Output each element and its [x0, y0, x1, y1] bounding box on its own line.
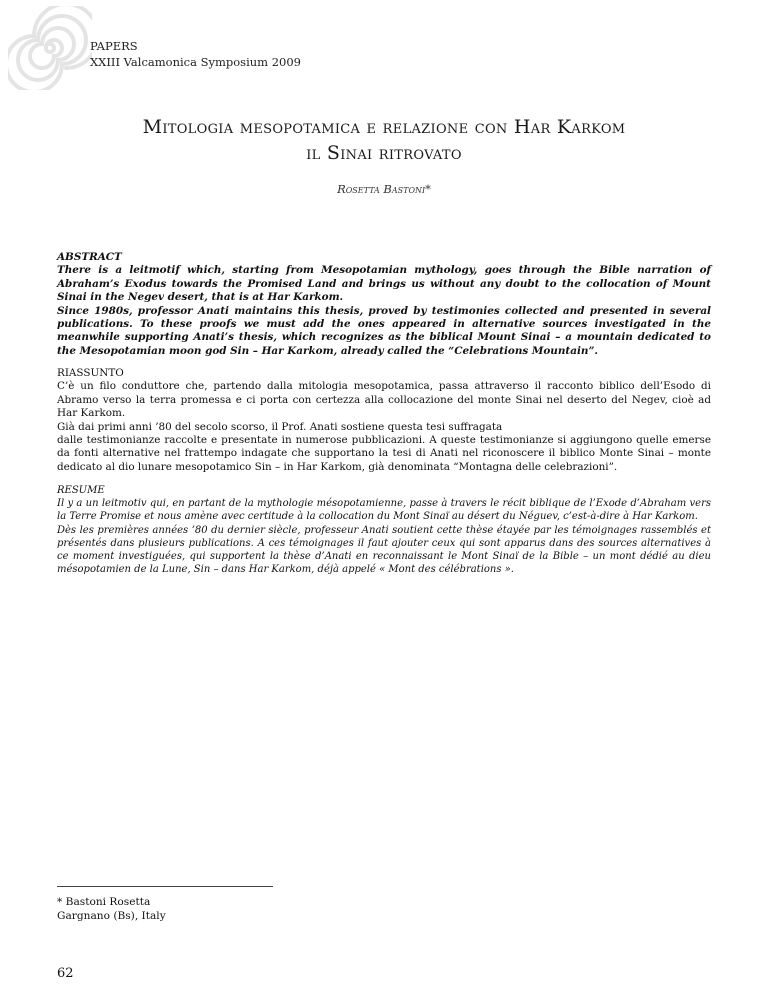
footnote: [57, 895, 166, 924]
riassunto-paragraph: C’è un filo conduttore che, partendo dalla mitologia mesopotamica, passa attraverso il racconto biblico dell’Esodo di Abramo verso la terra promessa e ci porta con certezza alla collocazione del monte Sinai nel deserto del Negev, cioè ad Har Karkom.: [57, 380, 711, 420]
spiral-logo-icon: [8, 6, 92, 90]
abstract-heading: ABSTRACT: [57, 251, 122, 263]
paper-title-line2: il Sinai ritrovato: [306, 142, 462, 164]
author-name: Rosetta Bastoni*: [337, 182, 431, 196]
riassunto-section: [57, 367, 711, 474]
running-header: [90, 38, 301, 70]
riassunto-paragraph: Già dai primi anni ’80 del secolo scorso, il Prof. Anati sostiene questa tesi suffragata: [57, 420, 503, 433]
riassunto-paragraph: dalle testimonianze raccolte e presentate in numerose pubblicazioni. A queste testimonianze si aggiungono quelle emerse da fonti alternative nel frattempo indagate che supportano la tesi di Anati nel riconoscere il biblico Monte Sinai – monte dedicato al dio lunare mesopotamico Sin – in Har Karkom, già denominata “Montagna delle celebrazioni”.: [57, 434, 711, 473]
resume-paragraph: Il y a un leitmotiv qui, en partant de la mythologie mésopotamienne, passe à travers le récit biblique de l’Exode d’Abraham vers la Terre Promise et nous amène avec certitude à la collocation du Mont Sinaï au désert du Néguev, c’est-à-dire à Har Karkom.: [57, 498, 711, 523]
footnote-location: Gargnano (Bs), Italy: [57, 910, 166, 923]
abstract-section: [57, 251, 711, 358]
page-number: 62: [57, 966, 74, 981]
abstract-paragraph: Since 1980s, professor Anati maintains this thesis, proved by testimonies collected and presented in several publications. To these proofs we must add the ones appeared in alternative sources investigated in the meanwhile supporting Anati’s thesis, which recognizes as the biblical Mount Sinai – a mountain dedicated to the Mesopotamian moon god Sin – Har Karkom, already called the “Celebrations Mountain”.: [57, 304, 711, 357]
footnote-divider: [57, 886, 273, 887]
resume-heading: RESUME: [57, 485, 105, 496]
paper-title-line1: Mitologia mesopotamica e relazione con Har Karkom: [142, 116, 626, 138]
abstract-paragraph: There is a leitmotif which, starting from Mesopotamian mythology, goes through the Bible narration of Abraham’s Exodus towards the Promised Land and brings us without any doubt to the collocation of Mount Sinai in the Negev desert, that is at Har Karkom.: [57, 264, 711, 304]
resume-paragraph: Dès les premières années ’80 du dernier siècle, professeur Anati soutient cette thèse étayée par les témoignages rassemblés et présentés dans plusieurs publications. A ces témoignages il faut ajouter ceux qui sont apparus dans des sources alternatives à ce moment investiguées, qui supportent la thèse d’Anati en reconnaissant le Mont Sinaï de la Bible – un mont dédié au dieu mésopotamien de la Lune, Sin – dans Har Karkom, déjà appelé « Mont des célébrations ».: [57, 524, 711, 576]
footnote-author: * Bastoni Rosetta: [57, 896, 151, 908]
header-symposium: XXIII Valcamonica Symposium 2009: [90, 55, 301, 69]
riassunto-heading: RIASSUNTO: [57, 367, 124, 379]
resume-section: [57, 484, 711, 576]
header-series: PAPERS: [90, 39, 138, 53]
